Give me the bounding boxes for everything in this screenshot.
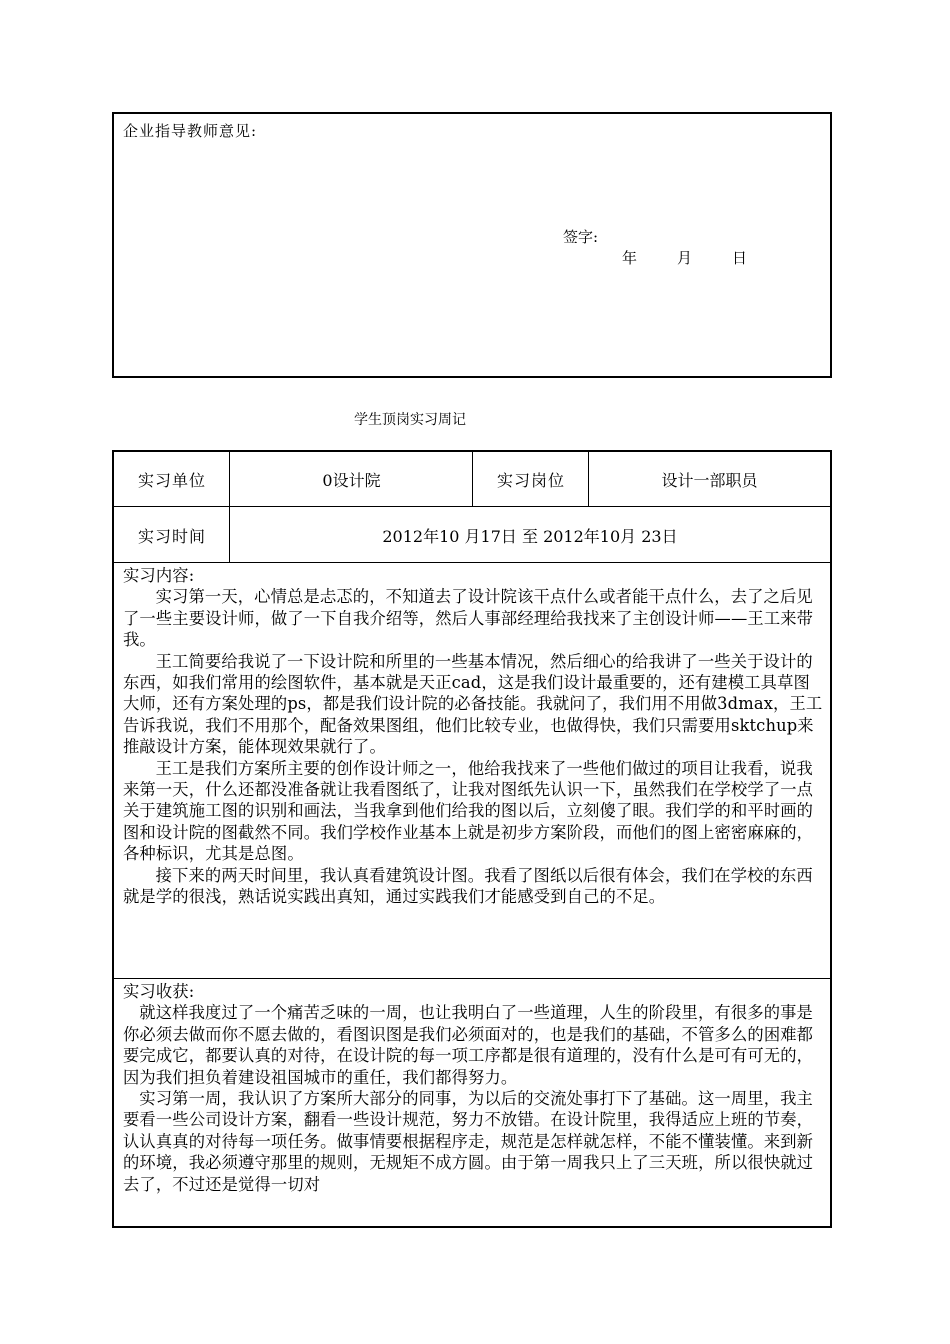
post-value: 设计一部职员 bbox=[661, 471, 758, 490]
date-month: 月 bbox=[677, 249, 693, 267]
signature-date bbox=[622, 247, 747, 268]
divider bbox=[588, 452, 589, 507]
date-day: 日 bbox=[732, 249, 748, 267]
divider bbox=[114, 562, 830, 563]
unit-label: 实习单位 bbox=[137, 471, 206, 490]
unit-value: 0设计院 bbox=[322, 471, 381, 490]
content-paragraph: 王工简要给我说了一下设计院和所里的一些基本情况，然后细心的给我讲了一些关于设计的东西，如我们常用的绘图软件，基本就是天正cad，这是我们设计最重要的，还有建模工具草图大师，还有方案处理的ps，都是我们设计院的必备技能。我就问了，我们用不用做3dmax，王工告诉我说，我们不用那个，配备效果图组，他们比较专业，也做得快，我们只需要用sktchup来推敲设计方案，能体现效果就行了。 bbox=[123, 651, 823, 757]
content-heading: 实习内容: bbox=[123, 566, 195, 585]
content-paragraph: 王工是我们方案所主要的创作设计师之一，他给我找来了一些他们做过的项目让我看，说我来第一天，什么还都没准备就让我看图纸了，让我对图纸先认识一下，虽然我们在学校学了一点关于建筑施工图的识别和画法，当我拿到他们给我的图以后，立刻傻了眼。我们学的和平时画的图和设计院的图截然不同。我们学校作业基本上就是初步方案阶段，而他们的图上密密麻麻的，各种标识，尤其是总图。 bbox=[123, 758, 814, 864]
harvest-paragraph: 实习第一周，我认识了方案所大部分的同事，为以后的交流处事打下了基础。这一周里，我主要看一些公司设计方案，翻看一些设计规范，努力不放错。在设计院里，我得适应上班的节奏，认认真真的对待每一项任务。做事情要根据程序走，规范是怎样就怎样，不能不懂装懂。来到新的环境，我必须遵守那里的规则，无规矩不成方圆。由于第一周我只上了三天班，所以很快就过去了，不过还是觉得一切对 bbox=[123, 1089, 814, 1194]
signature-label: 签字: bbox=[563, 228, 599, 246]
divider bbox=[114, 506, 830, 507]
harvest-paragraph: 就这样我度过了一个痛苦乏味的一周，也让我明白了一些道理，人生的阶段里，有很多的事是你必须去做而你不愿去做的，看图识图是我们必须面对的，也是我们的基础，不管多么的困难都要完成它，都要认真的对待，在设计院的每一项工序都是很有道理的，没有什么是可有可无的，因为我们担负着建设祖国城市的重任，我们都得努力。 bbox=[123, 1003, 814, 1087]
divider bbox=[229, 452, 230, 563]
date-year: 年 bbox=[622, 249, 638, 267]
content-paragraph: 接下来的两天时间里，我认真看建筑设计图。我看了图纸以后很有体会，我们在学校的东西就是学的很浅，熟话说实践出真知，通过实践我们才能感受到自己的不足。 bbox=[123, 865, 813, 907]
time-label: 实习时间 bbox=[137, 526, 206, 546]
time-value: 2012年10 月17日 至 2012年10月 23日 bbox=[382, 526, 678, 546]
teacher-opinion-label: 企业指导教师意见: bbox=[123, 122, 258, 140]
post-label: 实习岗位 bbox=[496, 471, 565, 490]
internship-harvest bbox=[123, 981, 823, 1195]
teacher-opinion-box bbox=[112, 112, 832, 378]
harvest-heading: 实习收获: bbox=[123, 982, 195, 1001]
divider bbox=[114, 978, 830, 979]
page-title: 学生顶岗实习周记 bbox=[354, 412, 466, 428]
divider bbox=[472, 452, 473, 507]
content-paragraph: 实习第一天，心情总是忐忑的，不知道去了设计院该干点什么或者能干点什么，去了之后见了一些主要设计师，做了一下自我介绍等，然后人事部经理给我找来了主创设计师——王工来带我。 bbox=[123, 587, 814, 650]
weekly-record-table bbox=[112, 450, 832, 1228]
internship-content bbox=[123, 565, 823, 908]
